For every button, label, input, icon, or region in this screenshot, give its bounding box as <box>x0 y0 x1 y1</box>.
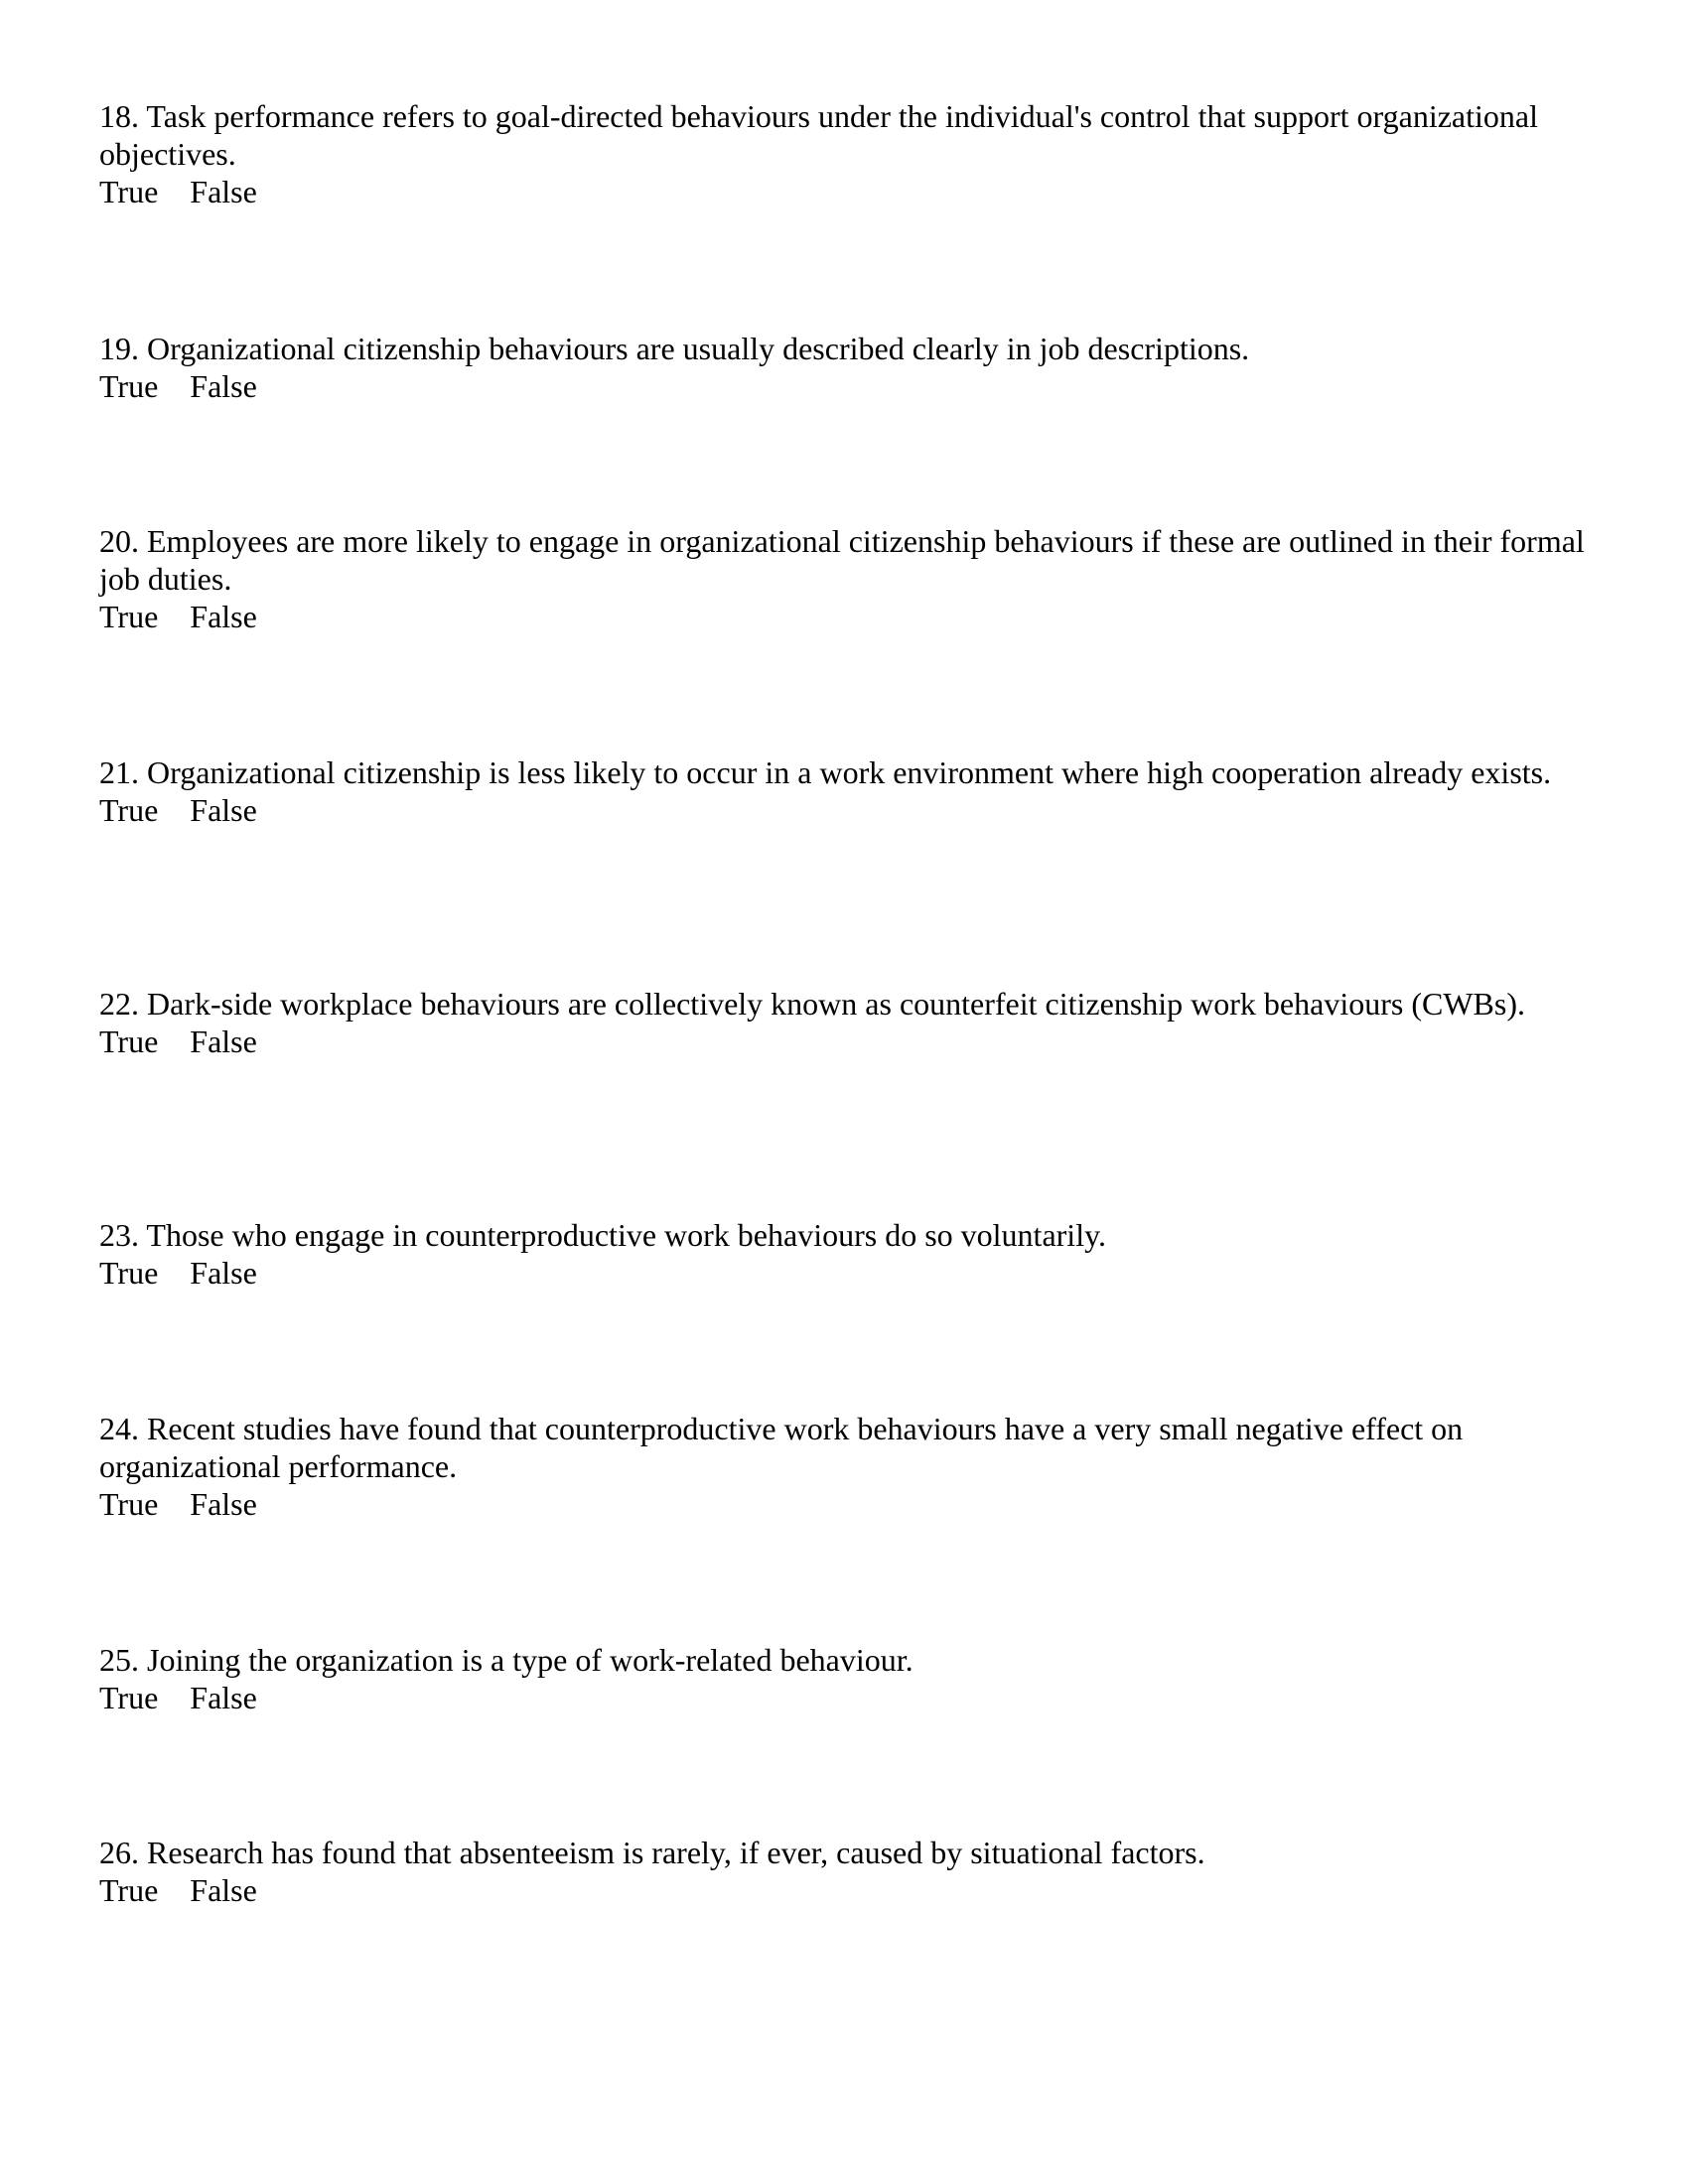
true-option[interactable]: True <box>99 1486 159 1522</box>
question-23 <box>99 1216 1589 1292</box>
answer-options <box>99 173 1589 210</box>
question-text: 21. Organizational citizenship is less likely to occur in a work environment where high cooperation already exists. <box>99 754 1552 790</box>
answer-options <box>99 1871 1589 1909</box>
false-option[interactable]: False <box>190 368 257 404</box>
question-text: 24. Recent studies have found that counterproductive work behaviours have a very small negative effect on organizational performance. <box>99 1411 1464 1484</box>
question-18 <box>99 97 1589 210</box>
answer-options <box>99 791 1589 829</box>
question-25 <box>99 1641 1589 1716</box>
false-option[interactable]: False <box>190 1872 257 1908</box>
false-option[interactable]: False <box>190 792 257 828</box>
true-option[interactable]: True <box>99 599 159 634</box>
true-option[interactable]: True <box>99 1680 159 1715</box>
false-option[interactable]: False <box>190 1680 257 1715</box>
true-option[interactable]: True <box>99 1024 159 1059</box>
answer-options <box>99 367 1589 405</box>
question-text: 19. Organizational citizenship behaviours are usually described clearly in job descriptions. <box>99 331 1250 366</box>
answer-options <box>99 1254 1589 1292</box>
false-option[interactable]: False <box>190 599 257 634</box>
question-text: 18. Task performance refers to goal-directed behaviours under the individual's control that support organizational objectives. <box>99 98 1538 172</box>
answer-options <box>99 598 1589 635</box>
false-option[interactable]: False <box>190 1255 257 1291</box>
question-21 <box>99 753 1589 829</box>
question-text: 23. Those who engage in counterproductive work behaviours do so voluntarily. <box>99 1217 1106 1253</box>
answer-options <box>99 1679 1589 1716</box>
question-text: 22. Dark-side workplace behaviours are collectively known as counterfeit citizenship work behaviours (CWBs). <box>99 986 1525 1022</box>
true-option[interactable]: True <box>99 1255 159 1291</box>
false-option[interactable]: False <box>190 1024 257 1059</box>
question-text: 26. Research has found that absenteeism is rarely, if ever, caused by situational factors. <box>99 1835 1205 1870</box>
question-text: 25. Joining the organization is a type of work-related behaviour. <box>99 1642 914 1678</box>
false-option[interactable]: False <box>190 1486 257 1522</box>
true-option[interactable]: True <box>99 368 159 404</box>
question-20 <box>99 522 1589 635</box>
true-option[interactable]: True <box>99 792 159 828</box>
false-option[interactable]: False <box>190 174 257 209</box>
true-option[interactable]: True <box>99 174 159 209</box>
answer-options <box>99 1485 1589 1523</box>
question-24 <box>99 1410 1589 1523</box>
question-22 <box>99 985 1589 1060</box>
question-text: 20. Employees are more likely to engage in organizational citizenship behaviours if these are outlined in their formal job duties. <box>99 523 1585 597</box>
true-option[interactable]: True <box>99 1872 159 1908</box>
question-19 <box>99 330 1589 405</box>
question-26 <box>99 1834 1589 1909</box>
answer-options <box>99 1023 1589 1060</box>
